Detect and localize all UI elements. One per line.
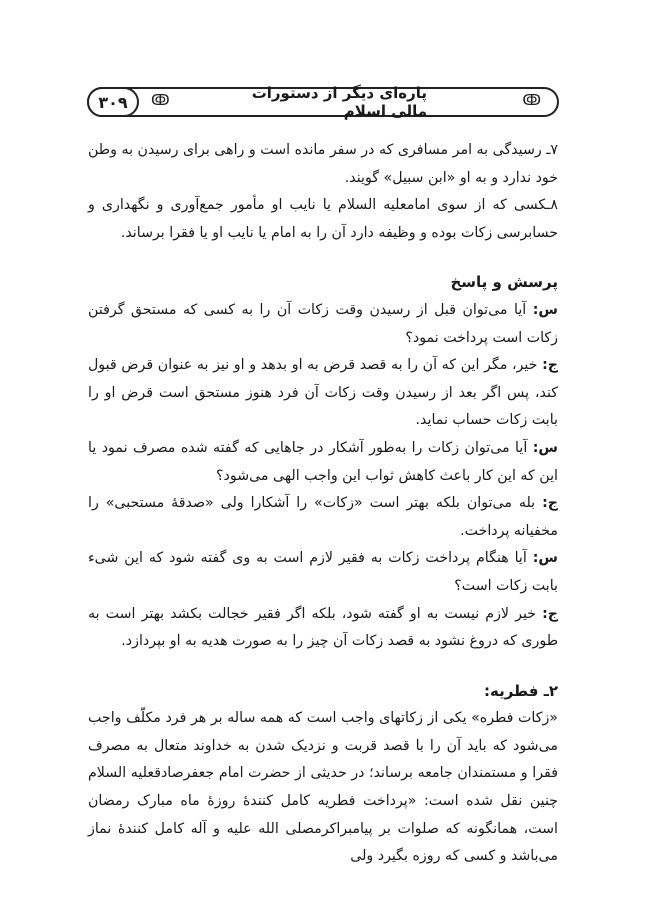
ornament-right-icon: ↂ xyxy=(522,91,541,109)
section-heading: پرسش و پاسخ xyxy=(450,273,558,292)
answer xyxy=(88,352,558,435)
answer-label: ج: xyxy=(542,357,558,374)
question-label: س: xyxy=(532,301,558,318)
answer xyxy=(88,601,558,656)
list-item: ۸ـکسی که از سوی امامعلیه السلام یا نایب او مأمور جمع‌آوری و نگهداری و حسابرسی زکات بوده و وظیفه دارد آن را به امام یا نایب او یا فقرا برساند. xyxy=(88,197,558,241)
section-heading: ۲ـ فطریه: xyxy=(484,681,558,700)
question-label: س: xyxy=(532,550,558,567)
question-label: س: xyxy=(532,439,558,456)
question-text: آیا هنگام پرداخت زکات به فقیر لازم است به وی گفته شود که این شیء بابت زکات است؟ xyxy=(88,550,558,594)
ornament-left-icon: ↂ xyxy=(151,91,170,109)
running-header xyxy=(87,84,559,120)
paragraph: «زکات فطره» یکی از زکاتهای واجب است که همه ساله بر هر فرد مکلّف واجب می‌شود که باید آن را با قصد قربت و نزدیک شدن به خداوند متعال به مصرف فقرا و مستمندان جامعه برساند؛ در حدیثی از حضرت امام جعفرصادقعلیه السلام چنین نقل شده است: «پرداخت فطریه کامل کنندهٔ روزهٔ ماه مبارک رمضان است، همانگونه که صلوات بر پیامبراکرمصلی الله علیه و آله کامل کنندهٔ نماز می‌باشد و کسی که روزه بگیرد ولی xyxy=(88,710,558,865)
answer-text: خیر لازم نیست به او گفته شود، بلکه اگر فقیر خجالت بکشد بهتر است به طوری که دروغ نشود به قصد زکات آن چیز را به صورت هدیه به او بپردازد. xyxy=(88,605,558,650)
answer-label: ج: xyxy=(542,495,558,512)
answer-text: خیر، مگر این که آن را به قصد قرض به او بدهد و او نیز به عنوان قرض قبول کند، پس اگر بعد از رسیدن وقت زکات آن فرد هنوز مستحق است قرض او را بابت زکات حساب نماید. xyxy=(88,357,558,429)
question-text: آیا می‌توان قبل از رسیدن وقت زکات آن را به کسی که مستحق گرفتن زکات است پرداخت نمود؟ xyxy=(88,301,558,346)
answer xyxy=(88,490,558,545)
question-text: آیا می‌توان زکات را به‌طور آشکار در جاهایی که گفته شده مصرف نمود یا این که این کار باعث کاهش ثواب این واجب الهی می‌شود؟ xyxy=(88,439,558,484)
page-body xyxy=(88,137,558,871)
page-number: ۳۰۹ xyxy=(87,87,139,117)
question xyxy=(88,435,558,490)
answer-text: بله می‌توان بلکه بهتر است «زکات» را آشکارا ولی «صدقهٔ مستحبی» را مخفیانه پرداخت. xyxy=(88,495,558,539)
answer-label: ج: xyxy=(542,605,558,622)
list-item: ۷ـ رسیدگی به امر مسافری که در سفر مانده است و راهی برای رسیدن به وطن خود ندارد و به او «ابن سبیل» گویند. xyxy=(88,142,558,186)
question xyxy=(88,545,558,600)
question xyxy=(88,297,558,352)
chapter-title: پاره‌ای دیگر از دستورات مالی اسلام xyxy=(251,84,427,120)
